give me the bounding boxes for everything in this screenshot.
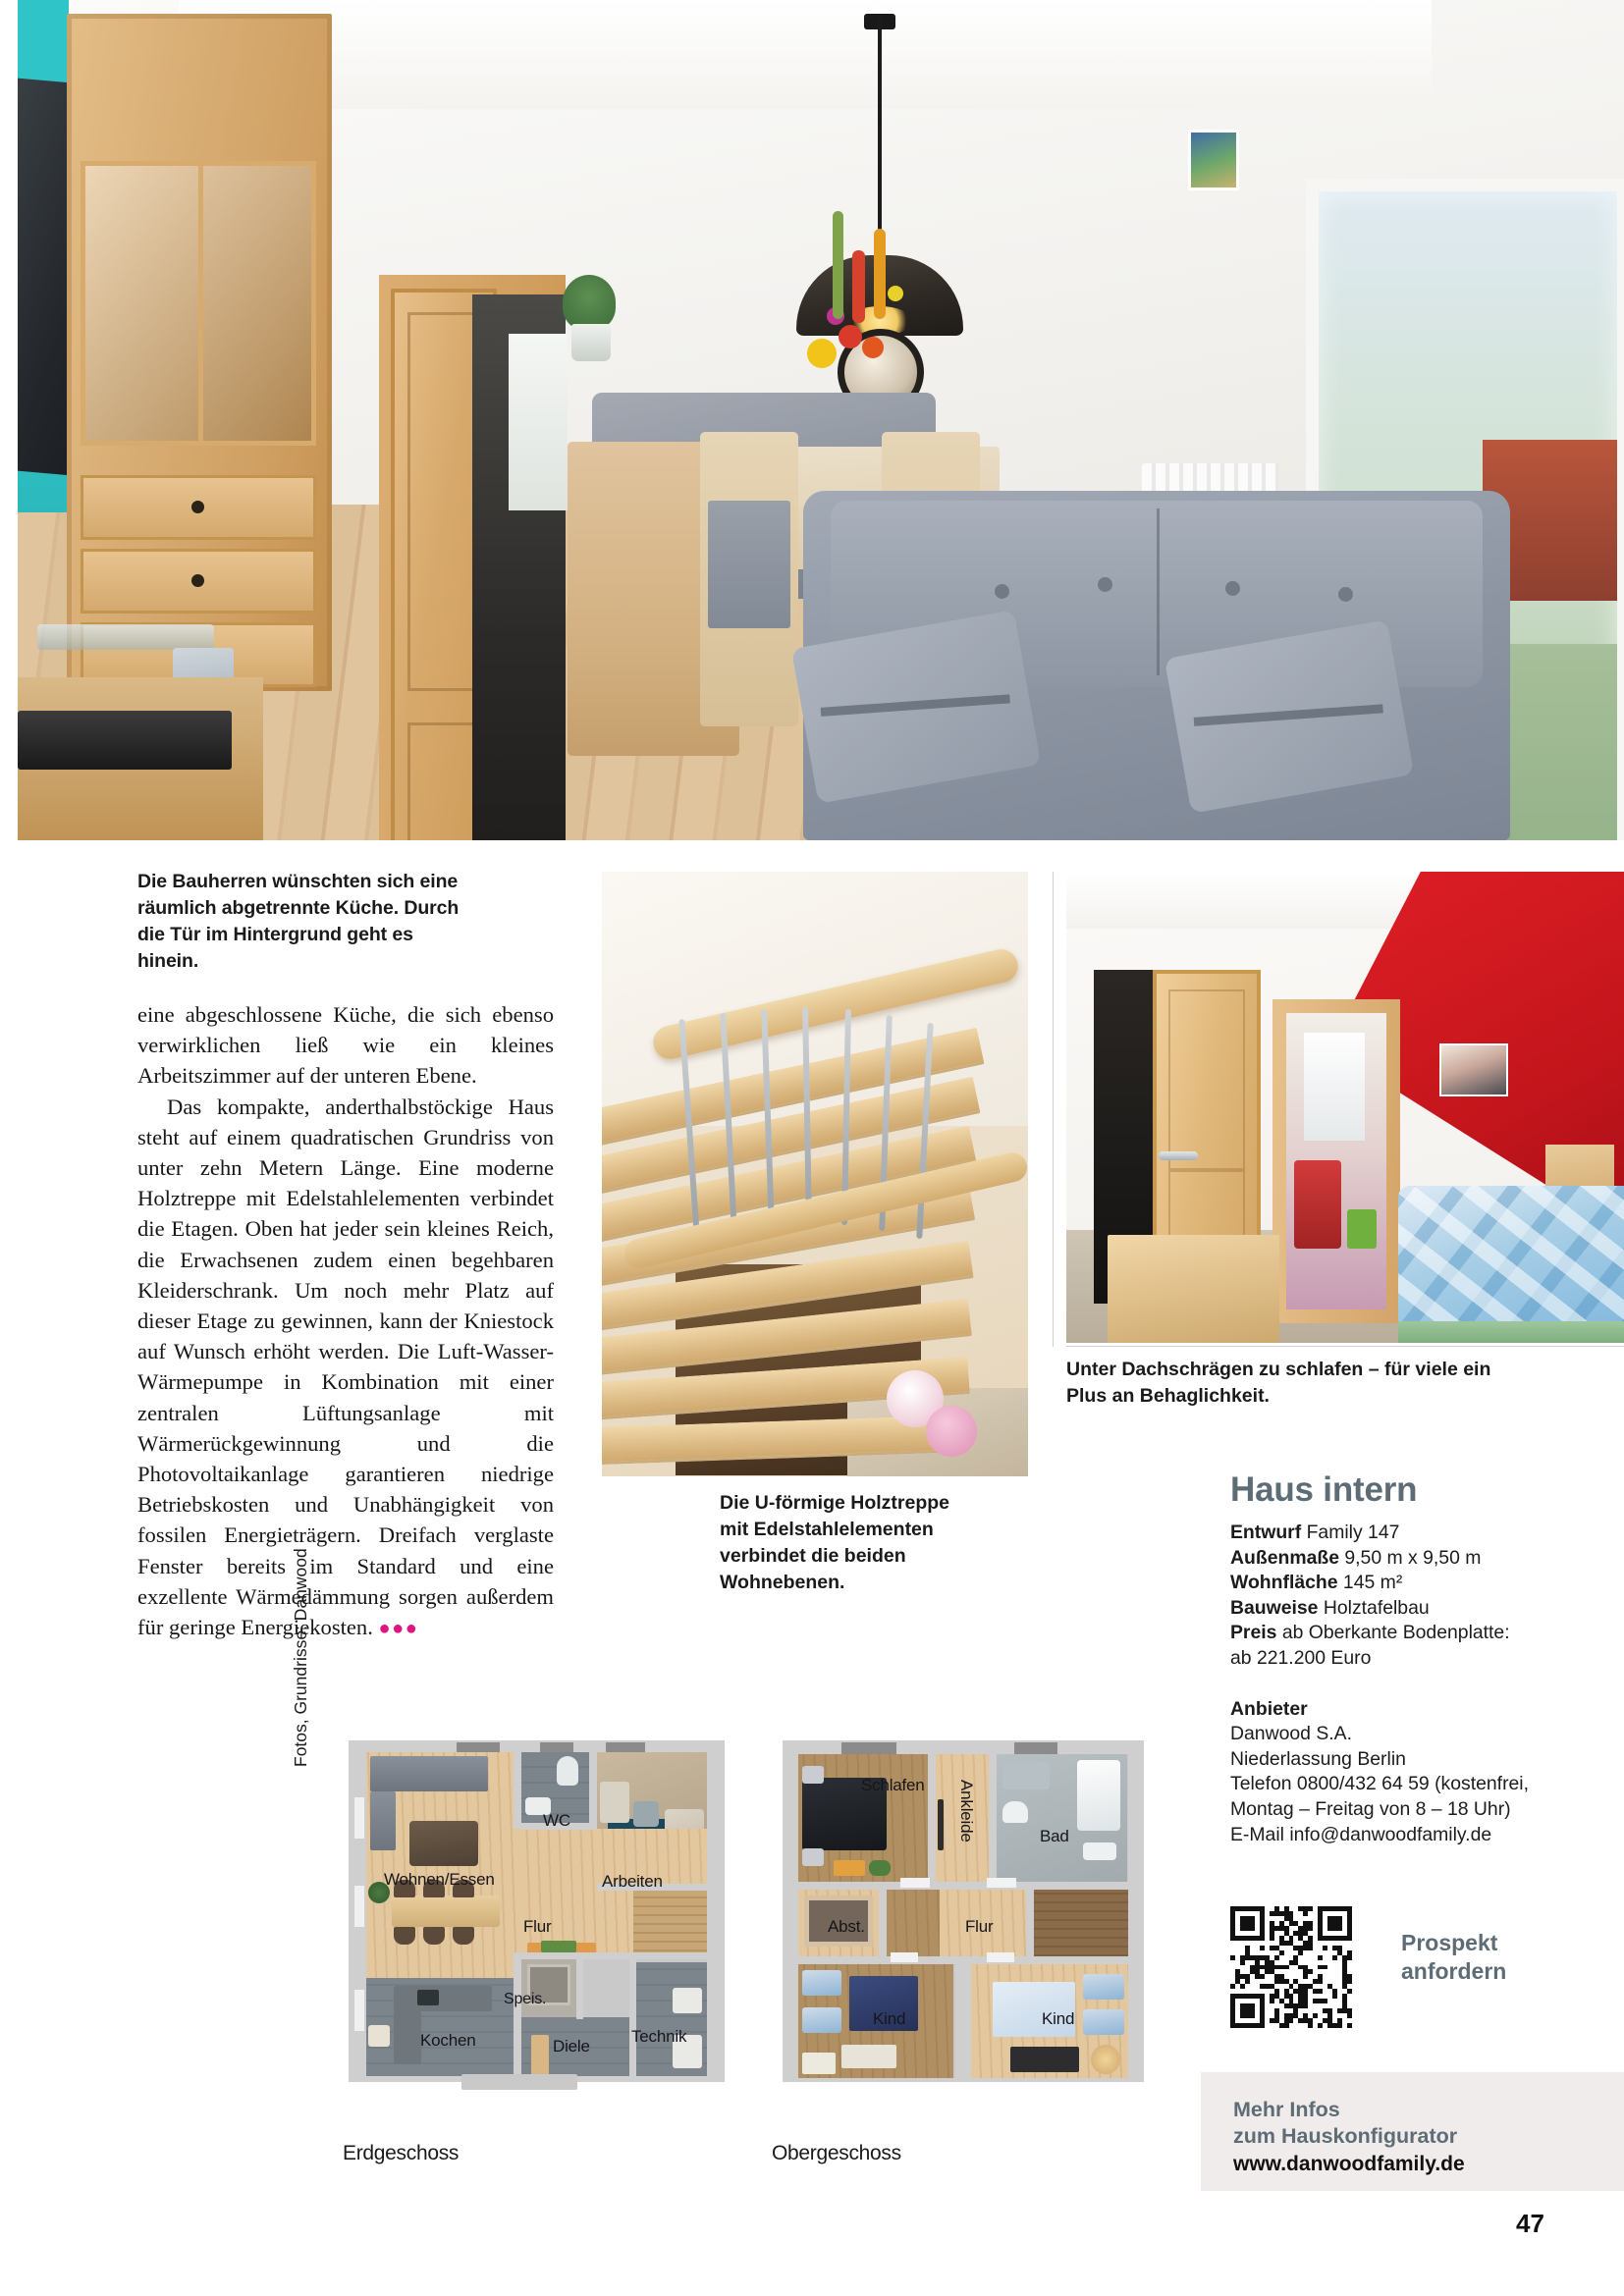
article-paragraph-1: eine abgeschlossene Küche, die sich ebenso verwirklichen ließ wie ein kleines Arbeitszimmer auf der unteren Ebene.	[137, 1002, 554, 1089]
end-marker-dots: ●●●	[378, 1618, 419, 1640]
floorplan-caption-upper: Obergeschoss	[772, 2142, 901, 2164]
adjacent-room-red-object	[1294, 1160, 1341, 1249]
label-wohnen-essen: Wohnen/Essen	[384, 1870, 495, 1889]
provider-company: Danwood S.A.	[1230, 1723, 1352, 1745]
label-abst: Abst.	[828, 1917, 865, 1936]
label-flur-upper: Flur	[965, 1917, 994, 1936]
spec-key-wohnflaeche: Wohnfläche	[1230, 1572, 1338, 1594]
floorplan-caption-ground: Erdgeschoss	[343, 2142, 460, 2164]
mehr-infos-line2: zum Hauskonfigurator	[1233, 2123, 1458, 2148]
bed-with-checked-duvet	[1398, 1186, 1624, 1343]
adjacent-room-view	[1286, 1013, 1386, 1309]
provider-label: Anbieter	[1230, 1697, 1308, 1720]
provider-phone: Telefon 0800/432 64 59 (kostenfrei,	[1230, 1773, 1530, 1795]
label-bad: Bad	[1040, 1827, 1069, 1845]
photo-credit: Fotos, Grundrisse: Danwood	[291, 1548, 310, 1767]
caption-bedroom: Unter Dachschrägen zu schlafen – für viele ein Plus an Behaglichkeit.	[1066, 1359, 1491, 1407]
spec-key-aussenmasse: Außenmaße	[1230, 1546, 1339, 1569]
label-kind-right: Kind	[1042, 2009, 1075, 2028]
label-ankleide: Ankleide	[957, 1780, 976, 1842]
wall-postcard	[1188, 130, 1239, 190]
caption-stairs: Die U-förmige Holztreppe mit Edelstahlelementen verbindet die beiden Wohnebenen.	[720, 1492, 950, 1593]
label-technik: Technik	[631, 2027, 687, 2046]
av-receiver	[18, 711, 232, 770]
page-number: 47	[1516, 2209, 1544, 2238]
ceiling	[179, 0, 1432, 109]
spec-value-entwurf: Family 147	[1306, 1522, 1400, 1543]
hero-scene	[18, 0, 1624, 840]
door-handle	[1159, 1151, 1198, 1160]
mehr-infos-url[interactable]: www.danwoodfamily.de	[1233, 2153, 1465, 2175]
spec-row-preis	[1230, 1621, 1623, 1646]
photo-bedroom-dormer	[1066, 872, 1624, 1343]
qr-label	[1401, 1929, 1506, 1986]
spec-key-preis: Preis	[1230, 1622, 1277, 1644]
divider-vertical	[1053, 872, 1054, 1347]
mehr-infos-line1: Mehr Infos	[1233, 2098, 1340, 2121]
adjacent-room-green-stool	[1347, 1209, 1377, 1249]
label-schlafen: Schlafen	[861, 1776, 925, 1794]
floorplan-ground-floor	[349, 1740, 725, 2082]
haus-intern-panel	[1230, 1470, 1623, 1847]
adjacent-room-window	[1304, 1033, 1365, 1141]
shower-plan	[1002, 1762, 1050, 1789]
provider-block	[1230, 1697, 1623, 1848]
wooden-dresser	[1108, 1235, 1279, 1343]
article-paragraph-2	[137, 1092, 554, 1645]
spec-value-aussenmasse: 9,50 m x 9,50 m	[1344, 1546, 1482, 1569]
spec-key-bauweise: Bauweise	[1230, 1596, 1319, 1619]
floorplan-upper-floor	[783, 1740, 1144, 2082]
provider-email[interactable]: E-Mail info@danwoodfamily.de	[1230, 1823, 1492, 1845]
label-diele: Diele	[553, 2037, 590, 2056]
dining-chair-left	[700, 432, 798, 726]
dining-table-plan	[392, 1896, 500, 1927]
label-wc: WC	[543, 1811, 570, 1830]
hero-photo-living-room	[18, 0, 1624, 840]
hallway-door-frame	[1272, 999, 1400, 1323]
toilet-plan	[1002, 1801, 1028, 1823]
qr-label-line1: Prospekt	[1401, 1930, 1498, 1955]
desk-plan	[600, 1782, 629, 1823]
article-paragraph-2-text: Das kompakte, anderthalbstöckige Haus steht auf einem quadratischen Grundriss von unter zehn Metern Länge. Eine moderne Holztreppe mit Edelstahlelementen verbindet die Etagen. Oben hat jeder sein kleines Reich, die Erwachsenen zudem einen begehbaren Kleiderschrank. Um noch mehr Platz auf dieser Etage zu gewinnen, kann der Kniestock auf Wunsch erhöht werden. Die Luft-Wasser-Wärmepumpe in Kombination mit einer zentralen Lüftungsanlage mit Wärmerückgewinnung und die Photovoltaikanlage garantieren niedrige Betriebskosten und Unabhängigkeit von fossilen Energieträgern. Dreifach verglaste Fenster bereits im Standard und eine exzellente Wärmedämmung sorgen außerdem für geringe Energiekosten.	[137, 1094, 554, 1640]
coffee-table-plan	[409, 1821, 478, 1866]
kitchen-window	[509, 334, 568, 510]
spec-row-bauweise	[1230, 1596, 1623, 1622]
label-flur: Flur	[523, 1917, 552, 1936]
wooden-display-cabinet	[67, 14, 332, 691]
label-kind-left: Kind	[873, 2009, 906, 2028]
label-speis: Speis.	[504, 1991, 547, 2007]
spec-list	[1230, 1521, 1623, 1672]
haus-intern-title: Haus intern	[1230, 1470, 1418, 1509]
wedding-photo-canvas	[1439, 1043, 1508, 1096]
qr-code-wrapper[interactable]	[1230, 1906, 1352, 2028]
spec-price-second-line: ab 221.200 Euro	[1230, 1646, 1372, 1669]
sink-plan	[1083, 1842, 1116, 1860]
plant-leaves	[563, 275, 616, 330]
provider-branch: Niederlassung Berlin	[1230, 1747, 1406, 1770]
toy-ball-pink	[926, 1406, 977, 1457]
staircase-plan-upper	[1034, 1886, 1128, 1960]
provider-hours: Montag – Freitag von 8 – 18 Uhr)	[1230, 1797, 1511, 1820]
floorplan-ground-step	[461, 2074, 577, 2090]
article-body	[137, 999, 554, 1644]
qr-label-line2: anfordern	[1401, 1958, 1507, 1984]
spec-key-entwurf: Entwurf	[1230, 1522, 1302, 1543]
sofa-plan	[370, 1756, 488, 1791]
bathtub-plan	[1077, 1760, 1120, 1831]
spec-row-entwurf	[1230, 1521, 1623, 1546]
bed-frame-edge	[1398, 1321, 1624, 1343]
divider-bedroom	[1066, 1346, 1624, 1347]
photo-wooden-staircase	[602, 872, 1028, 1476]
flower-bouquet	[793, 191, 911, 402]
spec-row-aussenmasse	[1230, 1546, 1623, 1572]
staircase-plan	[633, 1890, 707, 1956]
spec-value-preis: ab Oberkante Bodenplatte:	[1281, 1622, 1510, 1644]
spec-row-wohnflaeche	[1230, 1571, 1623, 1596]
caption-kitchen: Die Bauherren wünschten sich eine räumlich abgetrennte Küche. Durch die Tür im Hintergrund geht es hinein.	[137, 871, 460, 972]
mehr-infos-box[interactable]	[1201, 2072, 1624, 2191]
spec-value-bauweise: Holztafelbau	[1323, 1596, 1430, 1619]
cabinet-glass-doors	[81, 161, 316, 446]
glass-shelf	[37, 624, 214, 650]
spec-value-wohnflaeche: 145 m²	[1342, 1572, 1403, 1594]
label-kochen: Kochen	[420, 2031, 476, 2050]
qr-code-icon[interactable]	[1230, 1906, 1352, 2028]
label-arbeiten: Arbeiten	[602, 1872, 663, 1891]
plant-pot	[571, 324, 611, 361]
